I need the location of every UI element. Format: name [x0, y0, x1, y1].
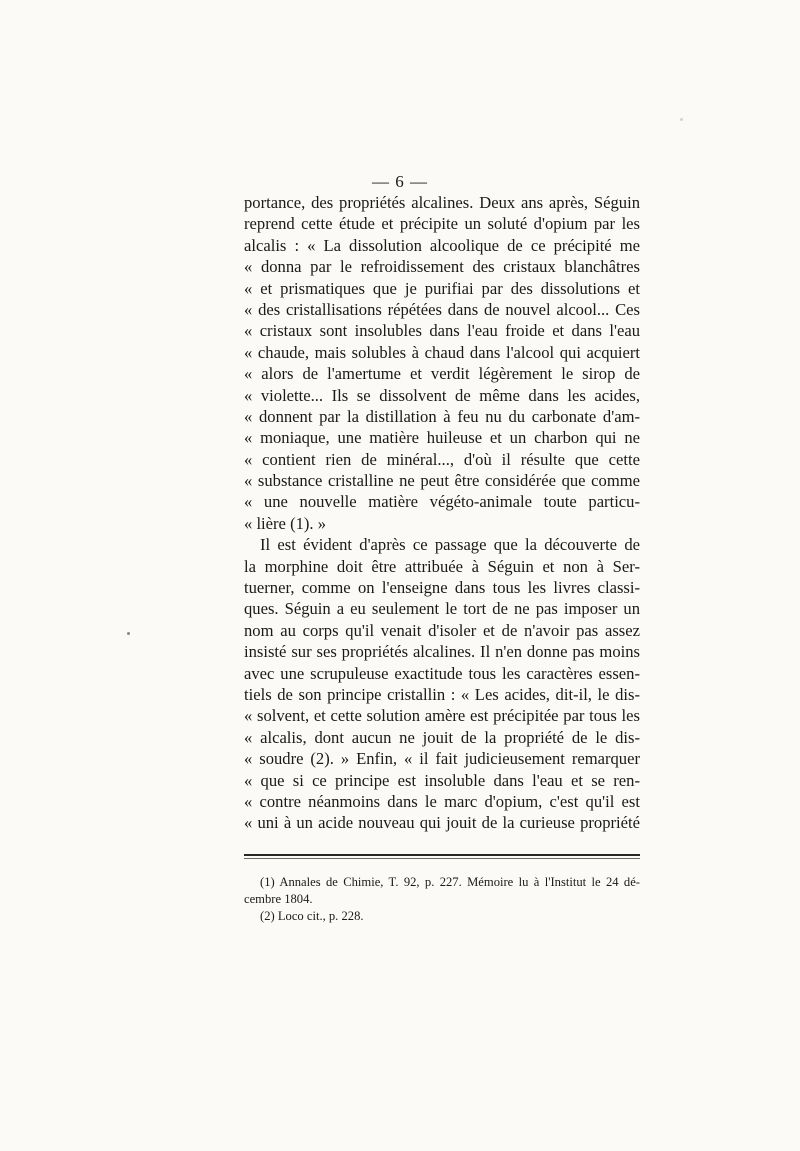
- text-line: nom au corps qu'il venait d'isoler et de n'avoir pas assez: [244, 620, 640, 640]
- footnote-divider: [244, 854, 640, 856]
- text-line: « solvent, et cette solution amère est précipitée par tous les: [244, 706, 640, 726]
- text-line: « substance cristalline ne peut être considérée que comme: [244, 471, 640, 491]
- text-line: « alors de l'amertume et verdit légèrement le sirop de: [244, 364, 640, 384]
- text-line: alcalis : « La dissolution alcoolique de ce précipité me: [244, 235, 640, 255]
- text-line: portance, des propriétés alcalines. Deux ans après, Séguin: [244, 193, 640, 212]
- page-number: — 6 —: [372, 172, 428, 191]
- text-line: « chaude, mais solubles à chaud dans l'alcool qui acquiert: [244, 342, 640, 362]
- body-text: [244, 192, 640, 834]
- text-line: avec une scrupuleuse exactitude tous les caractères essen-: [244, 663, 640, 683]
- footnote-line: (2) Loco cit., p. 228.: [260, 909, 364, 923]
- text-line: la morphine doit être attribuée à Séguin et non à Ser-: [244, 556, 640, 576]
- text-line: « violette... Ils se dissolvent de même dans les acides,: [244, 385, 640, 405]
- text-line: « moniaque, une matière huileuse et un charbon qui ne: [244, 428, 640, 448]
- footnotes: [244, 874, 640, 925]
- paragraph-start-line: Il est évident d'après ce passage que la découverte de: [260, 535, 640, 555]
- paper-speck: [680, 118, 683, 121]
- text-line: insisté sur ses propriétés alcalines. Il n'en donne pas moins: [244, 642, 640, 662]
- footnote-line: (1) Annales de Chimie, T. 92, p. 227. Mémoire lu à l'Institut le 24 dé-: [260, 875, 640, 889]
- text-line: « contre néanmoins dans le marc d'opium, c'est qu'il est: [244, 791, 640, 811]
- text-line: « une nouvelle matière végéto-animale toute particu-: [244, 492, 640, 512]
- text-line: « uni à un acide nouveau qui jouit de la curieuse propriété: [244, 813, 640, 833]
- text-line: « cristaux sont insolubles dans l'eau froide et dans l'eau: [244, 321, 640, 341]
- text-line: reprend cette étude et précipite un soluté d'opium par les: [244, 214, 640, 234]
- paper-speck: [127, 632, 130, 635]
- text-line: « que si ce principe est insoluble dans l'eau et se ren-: [244, 770, 640, 790]
- footnote-divider-thin: [244, 858, 640, 859]
- text-line: « soudre (2). » Enfin, « il fait judicieusement remarquer: [244, 749, 640, 769]
- text-line: « alcalis, dont aucun ne jouit de la propriété de le dis-: [244, 727, 640, 747]
- text-line: « donnent par la distillation à feu nu du carbonate d'am-: [244, 406, 640, 426]
- text-line: « et prismatiques que je purifiai par des dissolutions et: [244, 278, 640, 298]
- footnote-line: cembre 1804.: [244, 892, 313, 906]
- text-line: « donna par le refroidissement des cristaux blanchâtres: [244, 257, 640, 277]
- text-line: ques. Séguin a eu seulement le tort de ne pas imposer un: [244, 599, 640, 619]
- text-line: « des cristallisations répétées dans de nouvel alcool... Ces: [244, 299, 640, 319]
- text-line: « contient rien de minéral..., d'où il résulte que cette: [244, 449, 640, 469]
- text-line: tiels de son principe cristallin : « Les acides, dit-il, le dis-: [244, 684, 640, 704]
- text-line: tuerner, comme on l'enseigne dans tous les livres classi-: [244, 578, 640, 598]
- text-line: « lière (1). »: [244, 513, 327, 533]
